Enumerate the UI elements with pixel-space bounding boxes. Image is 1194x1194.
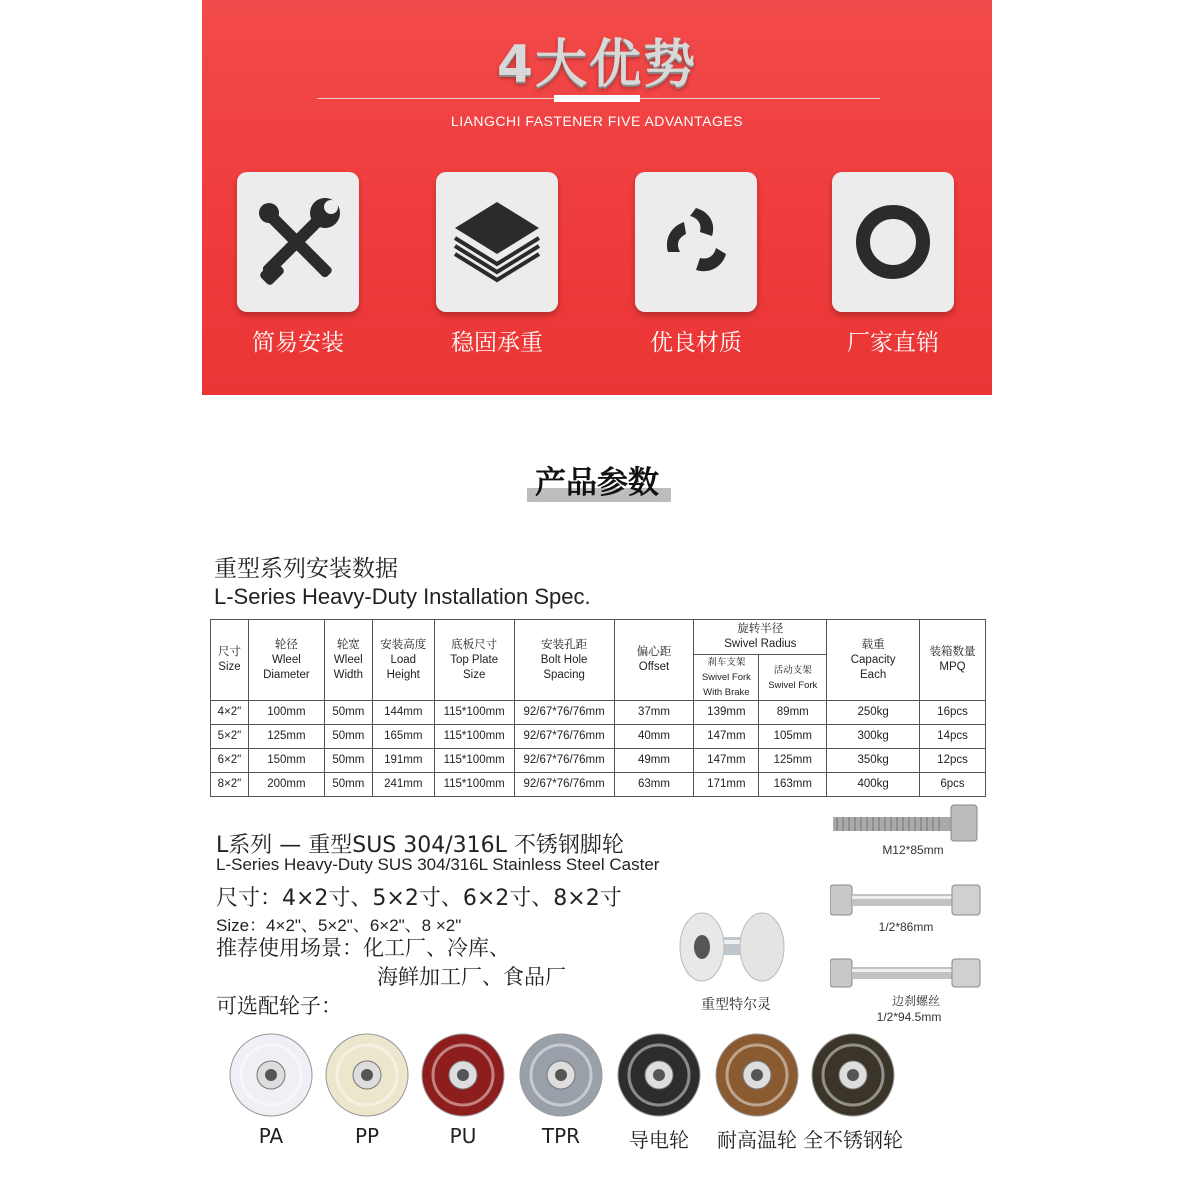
table-row	[211, 701, 986, 725]
product-wheels-label: 可选配轮子：	[216, 994, 342, 1018]
table-cell: 6×2"	[211, 749, 249, 773]
table-cell: 150mm	[248, 749, 324, 773]
tools-icon	[253, 197, 343, 287]
col-radius-fork: 活动支架 Swivel Fork	[759, 655, 827, 701]
table-cell: 37mm	[614, 701, 694, 725]
table-cell: 92/67*76/76mm	[514, 749, 614, 773]
table-cell: 144mm	[372, 701, 434, 725]
table-cell: 5×2"	[211, 725, 249, 749]
layers-icon	[451, 196, 543, 288]
col-width: 轮宽 Wleel Width	[324, 620, 372, 701]
bolt-94-image	[830, 956, 982, 990]
table-cell: 400kg	[827, 773, 920, 797]
col-spacing: 安装孔距 Bolt Hole Spacing	[514, 620, 614, 701]
advantage-easy-install	[237, 172, 359, 356]
advantage-label: 优良材质	[650, 330, 742, 356]
wheel-label: PU	[449, 1124, 477, 1148]
table-cell: 171mm	[694, 773, 759, 797]
table-cell: 115*100mm	[434, 701, 514, 725]
table-cell: 50mm	[324, 701, 372, 725]
table-cell: 105mm	[759, 725, 827, 749]
wheel-image	[421, 1033, 505, 1117]
wheel-label: TPR	[541, 1124, 581, 1148]
table-cell: 147mm	[694, 725, 759, 749]
section-title: 产品参数	[535, 465, 659, 501]
teflon-spacer-image	[676, 909, 788, 985]
wheel-label: PP	[354, 1124, 380, 1148]
advantage-quality	[635, 172, 757, 356]
table-cell: 50mm	[324, 725, 372, 749]
bolt-m12-label: M12*85mm	[882, 843, 944, 857]
table-cell: 50mm	[324, 773, 372, 797]
col-plate: 底板尺寸 Top Plate Size	[434, 620, 514, 701]
table-cell: 165mm	[372, 725, 434, 749]
table-cell: 12pcs	[920, 749, 986, 773]
table-cell: 350kg	[827, 749, 920, 773]
table-cell: 49mm	[614, 749, 694, 773]
table-cell: 8×2"	[211, 773, 249, 797]
banner-subtitle: LIANGCHI FASTENER FIVE ADVANTAGES	[450, 113, 744, 129]
banner-title: 4大优势	[496, 35, 698, 95]
advantages-banner	[202, 0, 992, 395]
bolt-86-label: 1/2*86mm	[878, 920, 934, 934]
table-cell: 115*100mm	[434, 749, 514, 773]
spec-title-cn: 重型系列安装数据	[214, 556, 398, 582]
product-size-cn: 尺寸：4×2寸、5×2寸、6×2寸、8×2寸	[216, 886, 622, 911]
table-cell: 92/67*76/76mm	[514, 725, 614, 749]
spec-title-en: L-Series Heavy-Duty Installation Spec.	[214, 584, 591, 609]
col-height: 安装高度 Load Height	[372, 620, 434, 701]
product-title-en: L-Series Heavy-Duty SUS 304/316L Stainless Steel Caster	[216, 855, 660, 874]
table-row	[211, 773, 986, 797]
wheel-image	[325, 1033, 409, 1117]
product-size-en: Size：4×2"、5×2"、6×2"、8 ×2"	[216, 916, 462, 935]
table-cell: 115*100mm	[434, 773, 514, 797]
table-cell: 250kg	[827, 701, 920, 725]
col-size: 尺寸 Size	[211, 620, 249, 701]
table-cell: 191mm	[372, 749, 434, 773]
spec-table	[210, 619, 986, 797]
wheel-label: PA	[258, 1124, 284, 1148]
product-usage: 推荐使用场景：化工厂、冷库、	[216, 936, 510, 960]
table-cell: 50mm	[324, 749, 372, 773]
table-cell: 115*100mm	[434, 725, 514, 749]
col-mpq: 装箱数量 MPQ	[920, 620, 986, 701]
wheel-image	[229, 1033, 313, 1117]
wheel-image	[715, 1033, 799, 1117]
table-cell: 100mm	[248, 701, 324, 725]
advantage-direct	[832, 172, 954, 356]
wheel-image	[617, 1033, 701, 1117]
wheel-label: 全不锈钢轮	[803, 1128, 903, 1152]
bolt-94-label-a: 边刹螺丝	[891, 994, 940, 1008]
advantage-label: 简易安装	[252, 330, 344, 356]
table-cell: 14pcs	[920, 725, 986, 749]
table-cell: 16pcs	[920, 701, 986, 725]
bolt-94-label-b: 1/2*94.5mm	[876, 1010, 942, 1024]
table-row	[211, 749, 986, 773]
col-capacity: 载重 Capacity Each	[827, 620, 920, 701]
table-cell: 300kg	[827, 725, 920, 749]
table-cell: 89mm	[759, 701, 827, 725]
col-offset: 偏心距 Offset	[614, 620, 694, 701]
table-cell: 6pcs	[920, 773, 986, 797]
product-usage-cont: 海鲜加工厂、食品厂	[377, 965, 566, 989]
recycle-leaves-icon	[656, 202, 736, 282]
advantage-label: 厂家直销	[847, 330, 939, 356]
table-cell: 4×2"	[211, 701, 249, 725]
banner-divider-accent	[554, 95, 640, 102]
table-cell: 163mm	[759, 773, 827, 797]
advantage-label: 稳固承重	[451, 330, 543, 356]
table-cell: 147mm	[694, 749, 759, 773]
table-cell: 92/67*76/76mm	[514, 773, 614, 797]
advantage-sturdy	[436, 172, 558, 356]
table-cell: 241mm	[372, 773, 434, 797]
teflon-spacer-label: 重型特尔灵	[701, 996, 771, 1012]
table-cell: 200mm	[248, 773, 324, 797]
bolt-86-image	[830, 881, 982, 919]
table-cell: 63mm	[614, 773, 694, 797]
wheel-image	[519, 1033, 603, 1117]
bolt-m12-image	[833, 803, 983, 843]
product-title-cn: L系列 — 重型SUS 304/316L 不锈钢脚轮	[216, 833, 624, 858]
wheel-label: 耐高温轮	[717, 1128, 797, 1152]
table-cell: 125mm	[759, 749, 827, 773]
table-cell: 125mm	[248, 725, 324, 749]
table-cell: 92/67*76/76mm	[514, 701, 614, 725]
table-row	[211, 725, 986, 749]
col-diameter: 轮径 Wleel Diameter	[248, 620, 324, 701]
col-radius-brake: 刹车支架 Swivel Fork With Brake	[694, 655, 759, 701]
table-cell: 139mm	[694, 701, 759, 725]
wheel-image	[811, 1033, 895, 1117]
col-radius: 旋转半径 Swivel Radius	[694, 620, 827, 655]
ring-icon	[851, 200, 935, 284]
wheel-label: 导电轮	[629, 1128, 689, 1152]
table-cell: 40mm	[614, 725, 694, 749]
